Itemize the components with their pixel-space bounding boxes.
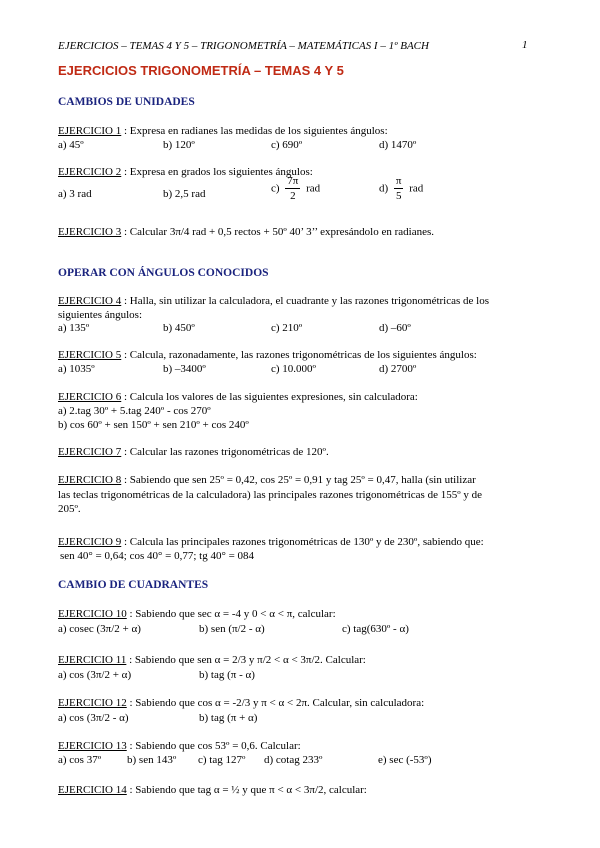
exercise-1 — [58, 125, 388, 137]
section-heading-units: CAMBIOS DE UNIDADES — [58, 96, 195, 108]
exercise-label: EJERCICIO 2 — [58, 166, 122, 178]
option: c) 210º — [271, 322, 303, 334]
option: a) cos (3π/2 - α) — [58, 712, 129, 724]
exercise-label: EJERCICIO 9 — [58, 536, 122, 548]
fraction-numerator: 7π — [287, 175, 299, 187]
exercise-9 — [58, 536, 484, 548]
exercise-text: : Sabiendo que tag α = ½ y que π < α < 3π/2, calcular: — [126, 784, 367, 796]
fraction-numerator: π — [395, 175, 402, 187]
exercise-10 — [58, 608, 336, 620]
exercise-text: : Calcular las razones trigonométricas de 120º. — [121, 446, 329, 458]
exercise-text: : Sabiendo que cos α = -2/3 y π < α < 2π. Calcular, sin calculadora: — [126, 697, 425, 709]
exercise-13 — [58, 740, 301, 752]
exercise-8-continuation: 205º. — [58, 503, 81, 515]
option: a) 45º — [58, 139, 84, 151]
fraction-denominator: 5 — [395, 190, 402, 202]
option: c) tag 127º — [198, 754, 246, 766]
unit: rad — [306, 182, 321, 195]
option: a) 135º — [58, 322, 90, 334]
option: d) –60º — [379, 322, 411, 334]
fraction — [285, 176, 300, 202]
document-title: EJERCICIOS TRIGONOMETRÍA – TEMAS 4 Y 5 — [58, 63, 344, 78]
exercise-text: : Sabiendo que sen α = 2/3 y π/2 < α < 3π/2. Calcular: — [126, 654, 366, 666]
option: e) sec (-53º) — [378, 754, 432, 766]
fraction — [394, 176, 404, 202]
option: a) cos 37º — [58, 754, 102, 766]
option: b) –3400º — [163, 363, 206, 375]
option: c) 10.000º — [271, 363, 316, 375]
option-letter: d) — [379, 182, 389, 195]
exercise-4-continuation: siguientes ángulos: — [58, 309, 143, 321]
option-fraction — [271, 176, 320, 202]
exercise-text: : Calcula los valores de las siguientes expresiones, sin calculadora: — [121, 391, 418, 403]
exercise-text: : Sabiendo que cos 53º = 0,6. Calcular: — [126, 740, 301, 752]
option: b) sen 143º — [127, 754, 177, 766]
exercise-text: : Calcula, razonadamente, las razones trigonométricas de los siguientes ángulos: — [121, 349, 477, 361]
exercise-12 — [58, 697, 424, 709]
option: b) 450º — [163, 322, 195, 334]
exercise-label: EJERCICIO 5 — [58, 349, 122, 361]
exercise-6 — [58, 391, 418, 403]
unit: rad — [409, 182, 424, 195]
exercise-text: : Calcular 3π/4 rad + 0,5 rectos + 50º 40’ 3’’ expresándolo en radianes. — [121, 226, 435, 238]
option: a) cos (3π/2 + α) — [58, 669, 132, 681]
option: b) 120º — [163, 139, 195, 151]
option: c) 690º — [271, 139, 303, 151]
exercise-8 — [58, 474, 476, 486]
option: b) sen (π/2 - α) — [199, 623, 265, 635]
exercise-label: EJERCICIO 1 — [58, 125, 122, 137]
exercise-14 — [58, 784, 367, 796]
page-header: EJERCICIOS – TEMAS 4 Y 5 – TRIGONOMETRÍA – MATEMÁTICAS I – 1º BACH — [58, 40, 429, 52]
option: a) 1035º — [58, 363, 95, 375]
option: b) 2,5 rad — [163, 188, 206, 200]
exercise-label: EJERCICIO 4 — [58, 295, 122, 307]
exercise-label: EJERCICIO 3 — [58, 226, 122, 238]
exercise-text: : Calcula las principales razones trigonométricas de 130º y de 230º, sabiendo que: — [121, 536, 484, 548]
option-fraction — [379, 176, 423, 202]
exercise-text: : Sabiendo que sen 25º = 0,42, cos 25º = 0,91 y tag 25º = 0,47, halla (sin utilizar — [121, 474, 476, 486]
exercise-label: EJERCICIO 14 — [58, 784, 127, 796]
exercise-7 — [58, 446, 329, 458]
exercise-label: EJERCICIO 7 — [58, 446, 122, 458]
exercise-text: : Halla, sin utilizar la calculadora, el cuadrante y las razones trigonométricas de los — [121, 295, 489, 307]
option: a) 2.tag 30º + 5.tag 240º - cos 270º — [58, 405, 211, 417]
option: d) 1470º — [379, 139, 417, 151]
option: b) tag (π + α) — [199, 712, 258, 724]
page-number: 1 — [522, 39, 528, 51]
option-letter: c) — [271, 182, 280, 195]
exercise-11 — [58, 654, 366, 666]
exercise-5 — [58, 349, 477, 361]
option: b) cos 60º + sen 150º + sen 210º + cos 240º — [58, 419, 249, 431]
exercise-text: : Expresa en radianes las medidas de los siguientes ángulos: — [121, 125, 388, 137]
exercise-label: EJERCICIO 11 — [58, 654, 127, 666]
option: d) 2700º — [379, 363, 417, 375]
exercise-label: EJERCICIO 8 — [58, 474, 122, 486]
exercise-label: EJERCICIO 13 — [58, 740, 127, 752]
exercise-8-continuation: las teclas trigonométricas de la calculadora) las principales razones trigonométricas de 155º y de — [58, 489, 482, 501]
exercise-4 — [58, 295, 489, 307]
fraction-denominator: 2 — [290, 190, 296, 202]
exercise-9-given-values: sen 40° = 0,64; cos 40° = 0,77; tg 40° = 084 — [60, 550, 255, 562]
exercise-label: EJERCICIO 10 — [58, 608, 127, 620]
exercise-text: : Sabiendo que sec α = -4 y 0 < α < π, calcular: — [126, 608, 336, 620]
exercise-label: EJERCICIO 6 — [58, 391, 122, 403]
exercise-label: EJERCICIO 12 — [58, 697, 127, 709]
option: d) cotag 233º — [264, 754, 323, 766]
exercise-3 — [58, 226, 434, 238]
option: a) 3 rad — [58, 188, 92, 200]
section-heading-quadrants: CAMBIO DE CUADRANTES — [58, 579, 209, 591]
option: a) cosec (3π/2 + α) — [58, 623, 141, 635]
exercise-text: : Expresa en grados los siguientes ángulos: — [121, 166, 313, 178]
option: c) tag(630º - α) — [342, 623, 409, 635]
section-heading-known-angles: OPERAR CON ÁNGULOS CONOCIDOS — [58, 267, 269, 279]
option: b) tag (π - α) — [199, 669, 255, 681]
